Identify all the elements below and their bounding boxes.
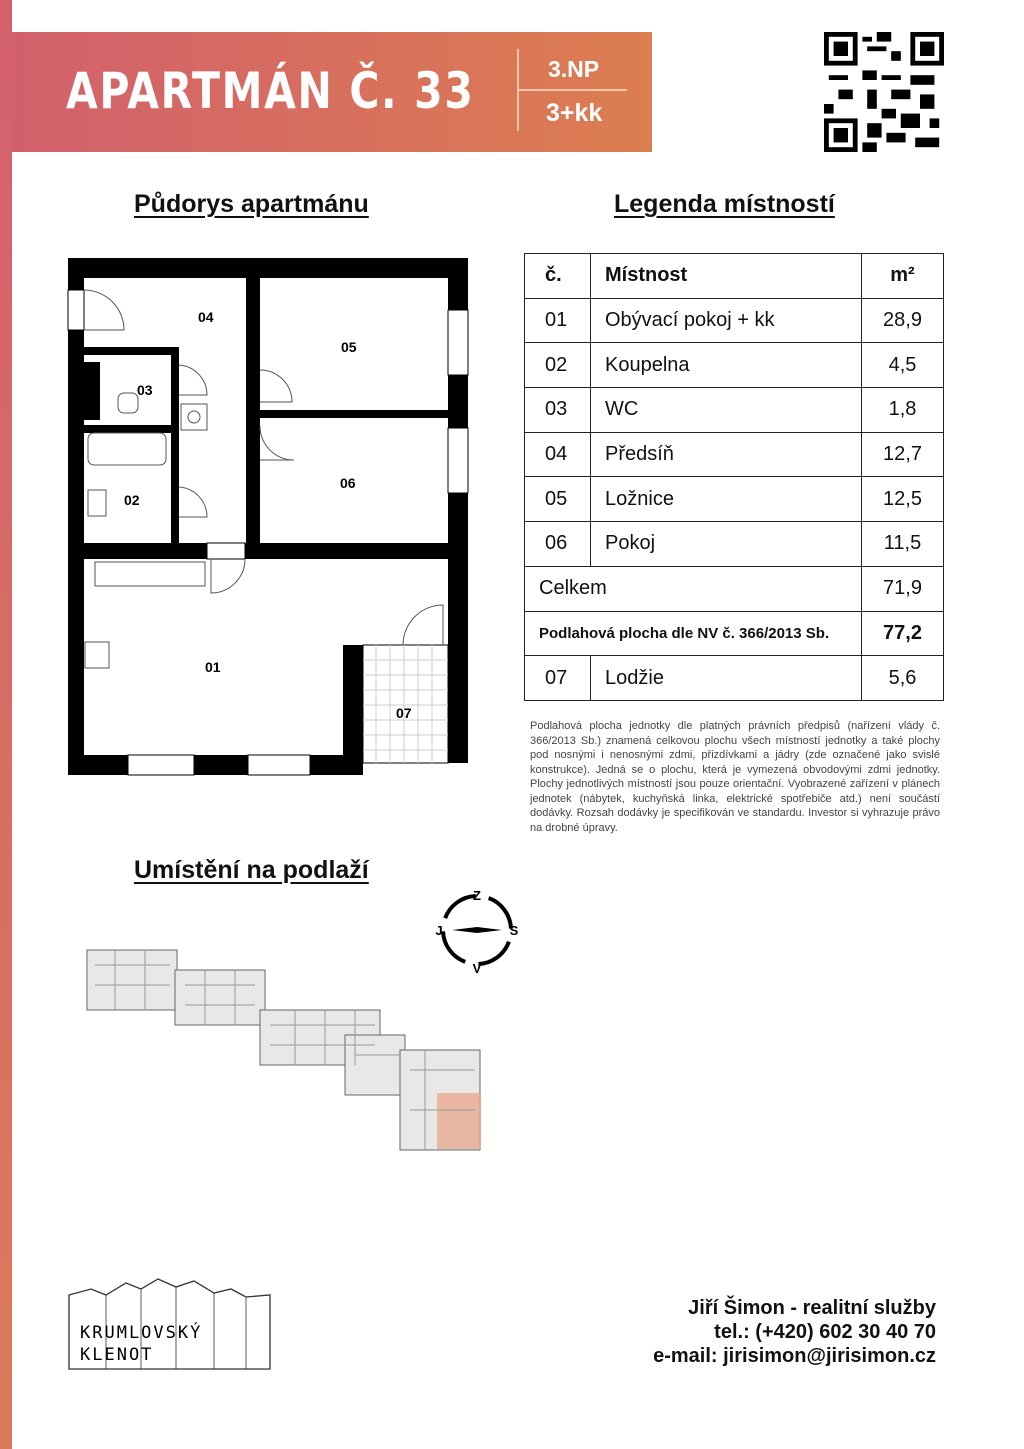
qr-code[interactable] — [824, 32, 944, 152]
compass-e: S — [509, 923, 519, 938]
contact-phone[interactable]: tel.: (+420) 602 30 40 70 — [714, 1321, 936, 1343]
col-area: m² — [862, 254, 944, 299]
cell: 06 — [525, 522, 591, 567]
cell: 02 — [525, 343, 591, 388]
room-label-04: 04 — [198, 309, 214, 325]
plan-heading: Půdorys apartmánu — [134, 190, 369, 218]
compass-w: J — [435, 923, 443, 938]
legend-heading: Legenda místností — [614, 190, 835, 218]
compass-s: V — [472, 961, 482, 975]
cell: 03 — [525, 388, 591, 433]
total-row — [525, 566, 944, 611]
cell: Pokoj — [591, 522, 862, 567]
table-row — [525, 388, 944, 433]
table-row — [525, 432, 944, 477]
total-label: Celkem — [525, 566, 862, 611]
cell: 07 — [525, 656, 591, 701]
floor-area-row — [525, 611, 944, 656]
room-label-03: 03 — [137, 382, 153, 398]
table-row — [525, 298, 944, 343]
cell: 5,6 — [862, 656, 944, 701]
cell: 05 — [525, 477, 591, 522]
cell: Ložnice — [591, 477, 862, 522]
cell: 04 — [525, 432, 591, 477]
cell: 11,5 — [862, 522, 944, 567]
compass-n: Z — [473, 888, 481, 903]
layout-label: 3+kk — [546, 99, 603, 127]
room-label-02: 02 — [124, 492, 140, 508]
logo-line1: KRUMLOVSKÝ — [80, 1323, 203, 1343]
table-row — [525, 656, 944, 701]
contact-block — [653, 1296, 936, 1368]
room-label-07: 07 — [396, 705, 412, 721]
cell: 01 — [525, 298, 591, 343]
cell: Předsíň — [591, 432, 862, 477]
contact-name: Jiří Šimon - realitní služby — [688, 1297, 936, 1319]
apartment-title: APARTMÁN Č. 33 — [66, 62, 475, 120]
col-room: Místnost — [591, 254, 862, 299]
cell: 12,5 — [862, 477, 944, 522]
floor-area-value: 77,2 — [862, 611, 944, 656]
krumlovsky-klenot-logo — [66, 1275, 276, 1375]
cell: Lodžie — [591, 656, 862, 701]
cell: 1,8 — [862, 388, 944, 433]
cell: 4,5 — [862, 343, 944, 388]
logo-line2: KLENOT — [80, 1345, 154, 1365]
room-label-05: 05 — [341, 339, 357, 355]
cell: 28,9 — [862, 298, 944, 343]
disclaimer-note: Podlahová plocha jednotky dle platných právních předpisů (nařízení vlády č. 366/2013 Sb.) znamená celkovou plochu všech místností jednotky a také plochy pod nosnými i nenosnými zdmi, přizdívkami a jádry (zde označené jako svislé konstrukce). Jedná se o plochu, která je vymezená obvodovými zdmi jednotky. Plochy jednotlivých místností jsou pouze orientační. Vyobrazené zařízení v plánech jednotek (nábytek, kuchyňská linka, elektrické spotřebiče atd.) není součástí dodávky. Rozsah dodávky je specifikován ve standardu. Investor si vyhrazuje právo na drobné úpravy. — [530, 720, 940, 834]
cell: WC — [591, 388, 862, 433]
total-value: 71,9 — [862, 566, 944, 611]
table-header — [525, 254, 944, 299]
room-legend-table — [524, 253, 944, 701]
floor-area-label: Podlahová plocha dle NV č. 366/2013 Sb. — [525, 611, 862, 656]
cell: 12,7 — [862, 432, 944, 477]
cell: Obývací pokoj + kk — [591, 298, 862, 343]
cell: Koupelna — [591, 343, 862, 388]
site-plan — [85, 945, 485, 1155]
table-row — [525, 343, 944, 388]
floor-label: 3.NP — [548, 56, 600, 82]
location-heading: Umístění na podlaží — [134, 856, 369, 884]
contact-email[interactable]: e-mail: jirisimon@jirisimon.cz — [653, 1345, 936, 1367]
side-strip — [0, 0, 12, 1449]
divider — [519, 89, 627, 91]
table-row — [525, 522, 944, 567]
room-label-06: 06 — [340, 475, 356, 491]
header-band — [12, 32, 652, 152]
col-number: č. — [525, 254, 591, 299]
room-label-01: 01 — [205, 659, 221, 675]
floor-plan — [60, 250, 480, 785]
table-row — [525, 477, 944, 522]
